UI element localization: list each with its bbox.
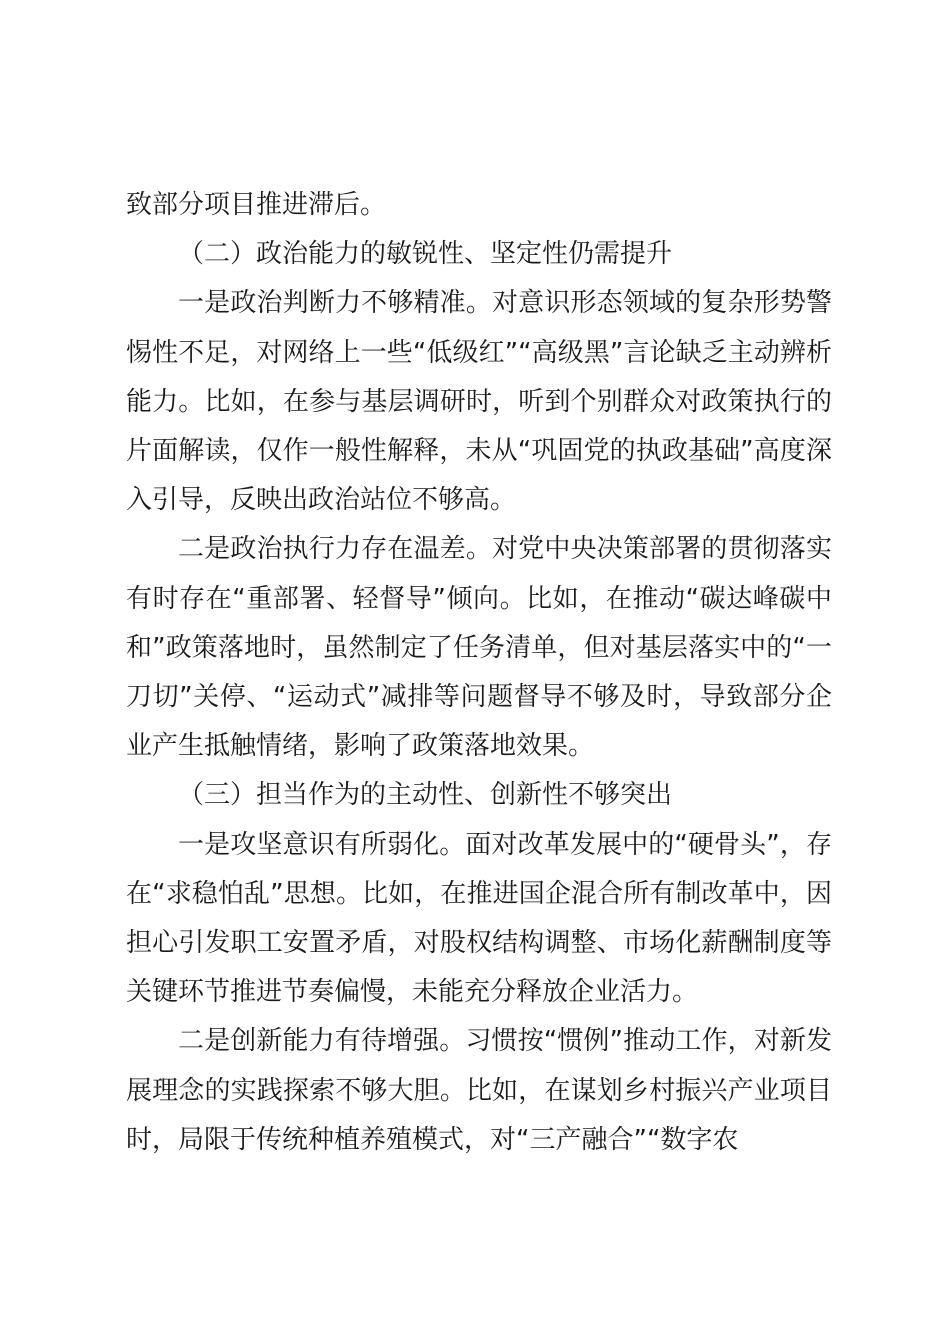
body-paragraph: 二是政治执行力存在温差。对党中央决策部署的贯彻落实有时存在“重部署、轻督导”倾向。比如，在推动“碳达峰碳中和”政策落地时，虽然制定了任务清单，但对基层落实中的“一刀切”关停、“运动式”减排等问题督导不够及时，导致部分企业产生抵触情绪，影响了政策落地效果。 bbox=[126, 534, 832, 762]
body-paragraph: 一是政治判断力不够精准。对意识形态领域的复杂形势警惕性不足，对网络上一些“低级红”“高级黑”言论缺乏主动辨析能力。比如，在参与基层调研时，听到个别群众对政策执行的片面解读，仅作一般性解释，未从“巩固党的执政基础”高度深入引导，反映出政治站位不够高。 bbox=[126, 288, 832, 516]
body-paragraph: 一是攻坚意识有所弱化。面对改革发展中的“硬骨头”，存在“求稳怕乱”思想。比如，在推进国企混合所有制改革中，因担心引发职工安置矛盾，对股权结构调整、市场化薪酬制度等关键环节推进节奏偏慢，未能充分释放企业活力。 bbox=[126, 829, 832, 1008]
document-body bbox=[126, 181, 832, 1165]
section-heading-2: （二）政治能力的敏锐性、坚定性仍需提升 bbox=[178, 239, 673, 270]
section-heading-3: （三）担当作为的主动性、创新性不够突出 bbox=[178, 780, 673, 811]
body-paragraph: 二是创新能力有待增强。习惯按“惯例”推动工作，对新发展理念的实践探索不够大胆。比如，在谋划乡村振兴产业项目时，局限于传统种植养殖模式，对“三产融合”“数字农 bbox=[126, 1026, 832, 1155]
continuation-paragraph: 致部分项目推进滞后。 bbox=[126, 190, 387, 220]
